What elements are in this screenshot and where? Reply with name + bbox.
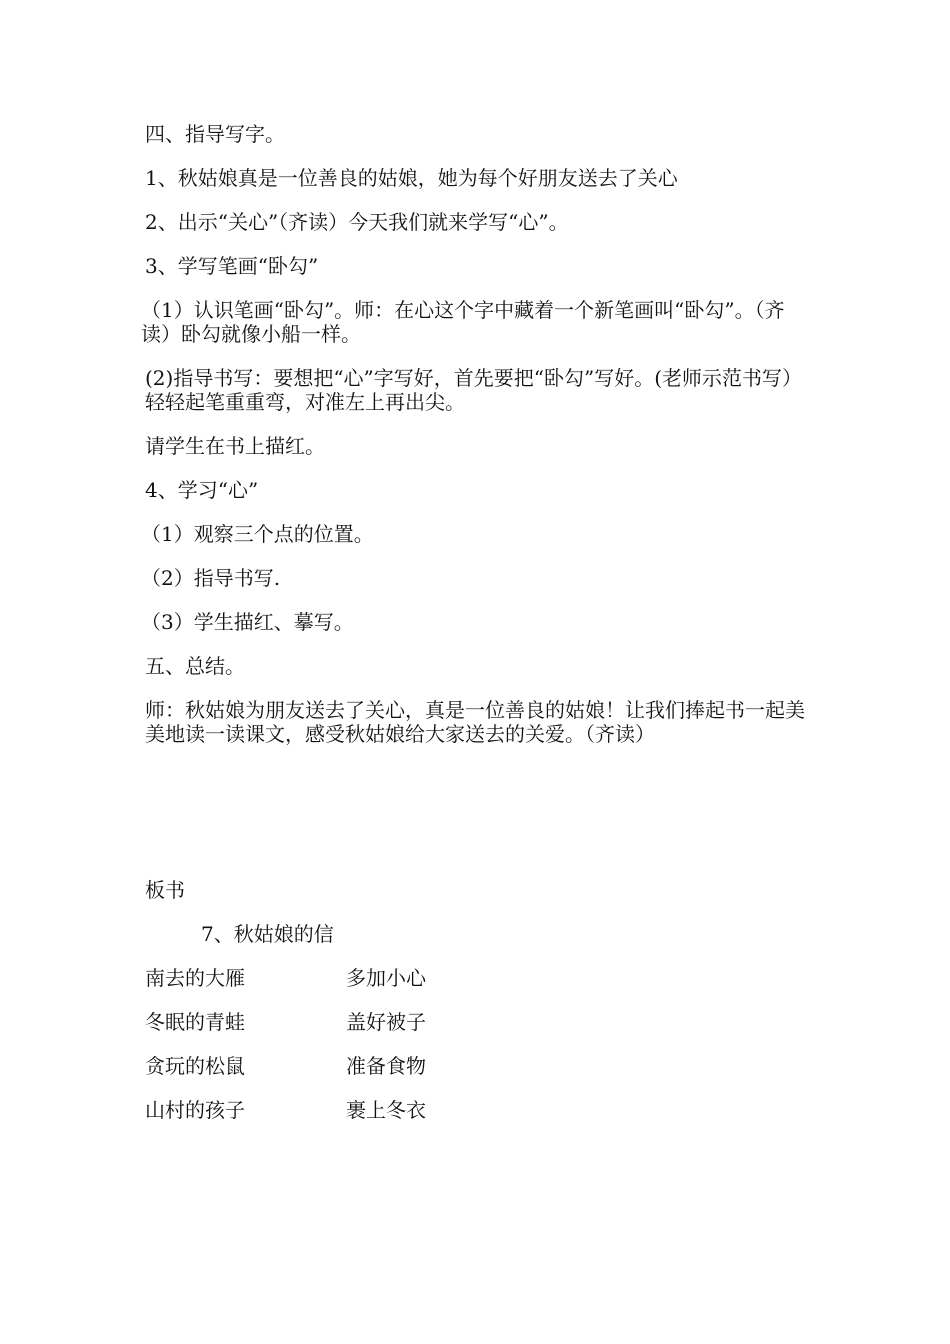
paragraph-step-2: 2、出示“关心”（齐读）今天我们就来学写“心”。	[145, 210, 569, 234]
board-row	[145, 1010, 810, 1034]
board-title: 7、秋姑娘的信	[201, 922, 334, 946]
board-row	[145, 1098, 810, 1122]
board-label: 板书	[145, 878, 185, 902]
section-heading-summary: 五、总结。	[145, 654, 245, 678]
board-row-left: 冬眠的青蛙	[145, 1010, 245, 1034]
board-row-right: 准备食物	[346, 1054, 426, 1078]
board-row-right: 裹上冬衣	[346, 1098, 426, 1122]
section-heading-writing: 四、指导写字。	[145, 122, 285, 146]
board-row	[145, 966, 810, 990]
board-row-left: 南去的大雁	[145, 966, 245, 990]
paragraph-step-4-1: （1）观察三个点的位置。	[141, 522, 374, 546]
board-row	[145, 1054, 810, 1078]
paragraph-step-3-1: （1）认识笔画“卧勾”。师：在心这个字中藏着一个新笔画叫“卧勾”。（齐读）卧勾就像小船一样。	[141, 298, 785, 346]
paragraph-step-1: 1、秋姑娘真是一位善良的姑娘，她为每个好朋友送去了关心	[145, 166, 678, 190]
paragraph-step-3-2: (2)指导书写：要想把“心”字写好，首先要把“卧勾”写好。(老师示范书写）轻轻起笔重重弯，对准左上再出尖。	[145, 366, 803, 414]
board-row-right: 盖好被子	[346, 1010, 426, 1034]
document-content	[141, 122, 810, 1142]
board-row-right: 多加小心	[346, 966, 426, 990]
paragraph-summary: 师：秋姑娘为朋友送去了关心，真是一位善良的姑娘！让我们捧起书一起美美地读一读课文，感受秋姑娘给大家送去的关爱。（齐读）	[145, 698, 805, 746]
paragraph-step-3: 3、学写笔画“卧勾”	[145, 254, 319, 278]
spacer	[145, 766, 810, 878]
paragraph-step-4-2: （2）指导书写.	[141, 566, 281, 590]
board-row-left: 贪玩的松鼠	[145, 1054, 245, 1078]
board-row-left: 山村的孩子	[145, 1098, 245, 1122]
paragraph-step-4: 4、学习“心”	[145, 478, 259, 502]
paragraph-step-4-3: （3）学生描红、摹写。	[141, 610, 354, 634]
paragraph-tracing: 请学生在书上描红。	[145, 434, 325, 458]
